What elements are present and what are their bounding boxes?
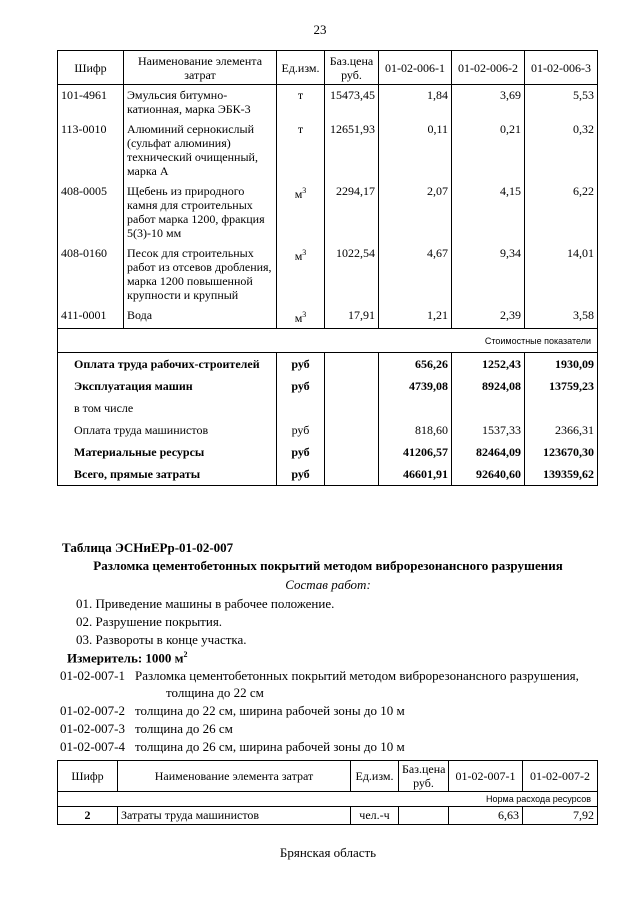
row-code: 101-4961 xyxy=(58,85,124,120)
col-header-name: Наименование элемента затрат xyxy=(124,51,277,85)
col-header-name: Наименование элемента затрат xyxy=(118,761,351,792)
row-value-3: 14,01 xyxy=(525,243,598,305)
col-header-norm-2: 01-02-006-2 xyxy=(452,51,525,85)
summary-value-1: 46601,91 xyxy=(379,463,452,486)
table-title: Таблица ЭСНиЕРр-01-02-007 xyxy=(62,540,234,555)
row-value-1: 6,63 xyxy=(449,807,523,825)
col-header-price: Баз.цена руб. xyxy=(399,761,449,792)
row-name: Щебень из природного камня для строительных работ марка 1200, фракция 5(3)-10 мм xyxy=(124,181,277,243)
row-price: 12651,93 xyxy=(325,119,379,181)
row-code: 411-0001 xyxy=(58,305,124,329)
summary-value-1: 656,26 xyxy=(379,353,452,376)
norm-text: Разломка цементобетонных покрытий методом виброрезонансного разрушения, xyxy=(135,668,579,683)
cost-indicators-label: Стоимостные показатели xyxy=(58,329,598,353)
summary-row xyxy=(58,419,598,441)
summary-value-2: 82464,09 xyxy=(452,441,525,463)
norm-code: 01-02-007-4 xyxy=(60,739,125,754)
row-value-1: 4,67 xyxy=(379,243,452,305)
table-row xyxy=(58,305,598,329)
work-item: 01. Приведение машины в рабочее положение. xyxy=(76,596,335,611)
col-header-unit: Ед.изм. xyxy=(351,761,399,792)
col-header-norm-2: 01-02-007-2 xyxy=(523,761,598,792)
summary-value-3: 1930,09 xyxy=(525,353,598,376)
col-header-norm-1: 01-02-007-1 xyxy=(449,761,523,792)
summary-unit: руб xyxy=(277,353,325,376)
norm-code: 01-02-007-1 xyxy=(60,668,125,683)
row-unit: $м^3$ xyxy=(277,243,325,305)
summary-label: Материальные ресурсы xyxy=(58,441,277,463)
row-code: 113-0010 xyxy=(58,119,124,181)
table-row xyxy=(58,85,598,120)
footer-region: Брянская область xyxy=(279,845,377,860)
row-value-2: 0,21 xyxy=(452,119,525,181)
summary-label: Эксплуатация машин xyxy=(58,375,277,397)
row-value-3: 5,53 xyxy=(525,85,598,120)
row-name: Затраты труда машинистов xyxy=(118,807,351,825)
summary-unit: руб xyxy=(277,375,325,397)
norm-text: толщина до 22 см xyxy=(166,685,264,700)
row-value-1: 2,07 xyxy=(379,181,452,243)
summary-value-1: 818,60 xyxy=(379,419,452,441)
summary-label: в том числе xyxy=(58,397,277,419)
norm-text: толщина до 26 см xyxy=(135,721,233,736)
norm-text: толщина до 22 см, ширина рабочей зоны до 10 м xyxy=(135,703,405,718)
row-code: 408-0005 xyxy=(58,181,124,243)
row-name: Алюминий сернокислый (сульфат алюминия) технический очищенный, марка А xyxy=(124,119,277,181)
summary-unit: руб xyxy=(277,441,325,463)
summary-label: Оплата труда рабочих-строителей xyxy=(58,353,277,376)
table-row xyxy=(58,119,598,181)
summary-label: Оплата труда машинистов xyxy=(58,419,277,441)
norm-code: 01-02-007-3 xyxy=(60,721,125,736)
row-price: 15473,45 xyxy=(325,85,379,120)
row-price: 17,91 xyxy=(325,305,379,329)
summary-row xyxy=(58,441,598,463)
work-item: 03. Развороты в конце участка. xyxy=(76,632,247,647)
summary-value-2: 8924,08 xyxy=(452,375,525,397)
row-price: 1022,54 xyxy=(325,243,379,305)
work-item: 02. Разрушение покрытия. xyxy=(76,614,223,629)
page-number: 23 xyxy=(313,22,327,37)
meter-label: Измеритель: 1000 $м^2$ xyxy=(67,650,188,666)
summary-row xyxy=(58,375,598,397)
row-value-2: 3,69 xyxy=(452,85,525,120)
row-value-1: 0,11 xyxy=(379,119,452,181)
resources-table xyxy=(57,50,598,486)
summary-row xyxy=(58,353,598,376)
summary-value-3: 123670,30 xyxy=(525,441,598,463)
row-value-3: 6,22 xyxy=(525,181,598,243)
col-header-code: Шифр xyxy=(58,761,118,792)
summary-value-1: 41206,57 xyxy=(379,441,452,463)
row-unit: $м^3$ xyxy=(277,181,325,243)
row-value-2: 4,15 xyxy=(452,181,525,243)
row-code: 408-0160 xyxy=(58,243,124,305)
row-value-1: 1,21 xyxy=(379,305,452,329)
row-unit: т xyxy=(277,119,325,181)
summary-unit: руб xyxy=(277,463,325,486)
row-value-2: 2,39 xyxy=(452,305,525,329)
row-value-1: 1,84 xyxy=(379,85,452,120)
summary-value-2: 1537,33 xyxy=(452,419,525,441)
row-price xyxy=(399,807,449,825)
summary-row xyxy=(58,463,598,486)
summary-value-3: 2366,31 xyxy=(525,419,598,441)
col-header-code: Шифр xyxy=(58,51,124,85)
row-price: 2294,17 xyxy=(325,181,379,243)
norms-table xyxy=(57,760,598,825)
norm-text: толщина до 26 см, ширина рабочей зоны до 10 м xyxy=(135,739,405,754)
resource-norm-label: Норма расхода ресурсов xyxy=(58,792,598,807)
summary-value-2: 1252,43 xyxy=(452,353,525,376)
table-row xyxy=(58,243,598,305)
row-value-2: 9,34 xyxy=(452,243,525,305)
col-header-norm-1: 01-02-006-1 xyxy=(379,51,452,85)
summary-unit: руб xyxy=(277,419,325,441)
section-heading: Разломка цементобетонных покрытий методом виброрезонансного разрушения xyxy=(93,558,563,573)
row-code: 2 xyxy=(58,807,118,825)
summary-row xyxy=(58,397,598,419)
row-unit: чел.-ч xyxy=(351,807,399,825)
work-composition-title: Состав работ: xyxy=(285,577,371,592)
summary-label: Всего, прямые затраты xyxy=(58,463,277,486)
row-name: Песок для строительных работ из отсевов дробления, марка 1200 повышенной крупности и крупный xyxy=(124,243,277,305)
summary-value-1: 4739,08 xyxy=(379,375,452,397)
row-value-3: 3,58 xyxy=(525,305,598,329)
col-header-norm-3: 01-02-006-3 xyxy=(525,51,598,85)
row-unit: $м^3$ xyxy=(277,305,325,329)
subheader-row xyxy=(58,792,598,807)
row-name: Вода xyxy=(124,305,277,329)
subheader-row xyxy=(58,329,598,353)
table-row xyxy=(58,181,598,243)
summary-value-2: 92640,60 xyxy=(452,463,525,486)
col-header-price: Баз.цена руб. xyxy=(325,51,379,85)
row-value-3: 0,32 xyxy=(525,119,598,181)
table-row xyxy=(58,807,598,825)
row-name: Эмульсия битумно-катионная, марка ЭБК-3 xyxy=(124,85,277,120)
row-unit: т xyxy=(277,85,325,120)
col-header-unit: Ед.изм. xyxy=(277,51,325,85)
summary-value-3: 13759,23 xyxy=(525,375,598,397)
row-value-2: 7,92 xyxy=(523,807,598,825)
norm-code: 01-02-007-2 xyxy=(60,703,125,718)
summary-value-3: 139359,62 xyxy=(525,463,598,486)
